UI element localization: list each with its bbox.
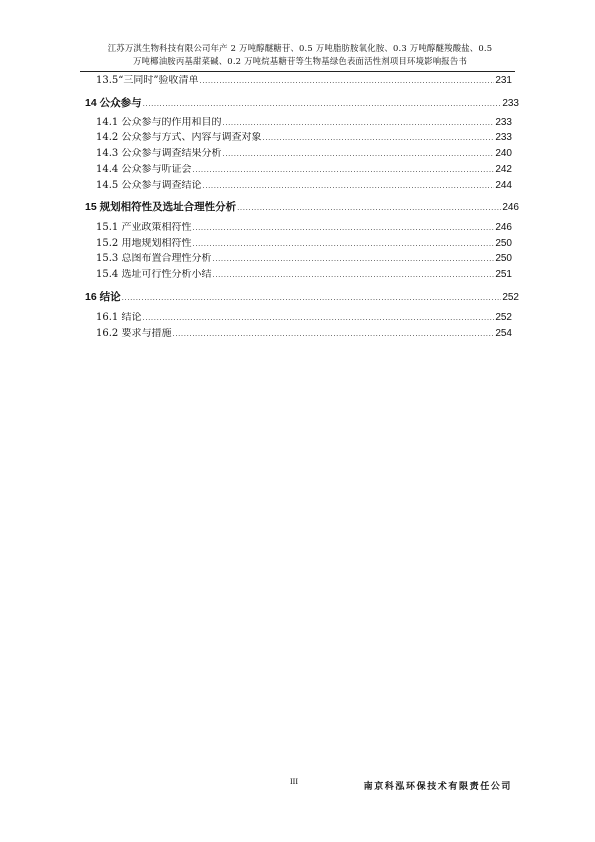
- toc-dot-leader: [212, 253, 494, 265]
- toc-entry-page: 244: [495, 180, 512, 191]
- toc-entry[interactable]: [96, 117, 512, 129]
- toc-entry[interactable]: [96, 312, 512, 324]
- toc-entry-label: 15.3 总图布置合理性分析: [96, 253, 212, 264]
- toc-entry-page: 240: [495, 148, 512, 159]
- toc-entry-label: 15.1 产业政策相符性: [96, 222, 192, 233]
- toc-entry-label: 14.4 公众参与听证会: [96, 164, 192, 175]
- toc-chapter-page: 233: [502, 98, 519, 109]
- toc-chapter-page: 246: [502, 202, 519, 213]
- toc-chapter[interactable]: [85, 201, 519, 214]
- toc-entry-label: 13.5“三同时”验收清单: [96, 75, 199, 86]
- toc-dot-leader: [200, 75, 495, 87]
- toc-entry[interactable]: [96, 132, 512, 144]
- toc-entry-label: 16.2 要求与措施: [96, 328, 172, 339]
- toc-entry-page: 231: [495, 75, 512, 86]
- toc-chapter-page: 252: [502, 292, 519, 303]
- toc-dot-leader: [222, 117, 494, 129]
- toc-chapter[interactable]: [85, 291, 519, 304]
- toc-dot-leader: [222, 148, 494, 160]
- toc-entry-label: 14.3 公众参与调查结果分析: [96, 148, 222, 159]
- toc-chapter-label: 15 规划相符性及选址合理性分析: [85, 201, 237, 213]
- toc-chapter-label: 16 结论: [85, 291, 121, 303]
- toc-entry[interactable]: [96, 269, 512, 281]
- toc-chapter[interactable]: [85, 97, 519, 110]
- toc-dot-leader: [192, 164, 494, 176]
- toc-entry-label: 14.1 公众参与的作用和目的: [96, 117, 222, 128]
- toc-dot-leader: [237, 202, 501, 214]
- toc-dot-leader: [202, 180, 494, 192]
- toc-entry[interactable]: [96, 148, 512, 160]
- toc-entry-label: 14.2 公众参与方式、内容与调查对象: [96, 132, 262, 143]
- toc-entry-label: 16.1 结论: [96, 312, 142, 323]
- footer-page-number: III: [290, 777, 298, 786]
- toc-dot-leader: [212, 269, 494, 281]
- toc-chapter-label: 14 公众参与: [85, 97, 142, 109]
- toc-entry-label: 15.2 用地规划相符性: [96, 238, 192, 249]
- toc-entry-page: 246: [495, 222, 512, 233]
- toc-entry-page: 233: [495, 132, 512, 143]
- toc-entry-label: 14.5 公众参与调查结论: [96, 180, 202, 191]
- toc-entry[interactable]: [96, 180, 512, 192]
- toc-dot-leader: [172, 328, 494, 340]
- toc-entry-label: 15.4 选址可行性分析小结: [96, 269, 212, 280]
- toc-entry[interactable]: [96, 75, 512, 87]
- toc-dot-leader: [122, 292, 502, 304]
- toc-entry[interactable]: [96, 238, 512, 250]
- toc-entry[interactable]: [96, 164, 512, 176]
- toc-entry-page: 251: [495, 269, 512, 280]
- toc-dot-leader: [192, 238, 494, 250]
- header-title-line-1: 江苏万淇生物科技有限公司年产 2 万吨醇醚糖苷、0.5 万吨脂肪胺氧化胺、0.3 万吨醇醚羧酸盐、0.5: [107, 43, 493, 53]
- header-rule: [80, 71, 515, 72]
- toc-entry-page: 250: [495, 253, 512, 264]
- toc-dot-leader: [262, 132, 494, 144]
- toc-entry-page: 250: [495, 238, 512, 249]
- toc-entry-page: 252: [495, 312, 512, 323]
- toc-dot-leader: [143, 98, 502, 110]
- toc-entry-page: 254: [495, 328, 512, 339]
- header-title-line-2: 万吨椰油胺丙基甜菜碱、0.2 万吨烷基糖苷等生物基绿色表面活性剂项目环境影响报告书: [132, 56, 468, 66]
- page-header: [80, 42, 520, 68]
- toc-entry[interactable]: [96, 328, 512, 340]
- footer-company-name: 南京科泓环保技术有限责任公司: [363, 782, 512, 792]
- toc-dot-leader: [192, 222, 494, 234]
- toc-entry[interactable]: [96, 222, 512, 234]
- toc-entry-page: 233: [495, 117, 512, 128]
- toc-entry-page: 242: [495, 164, 512, 175]
- toc-entry[interactable]: [96, 253, 512, 265]
- toc-dot-leader: [142, 312, 494, 324]
